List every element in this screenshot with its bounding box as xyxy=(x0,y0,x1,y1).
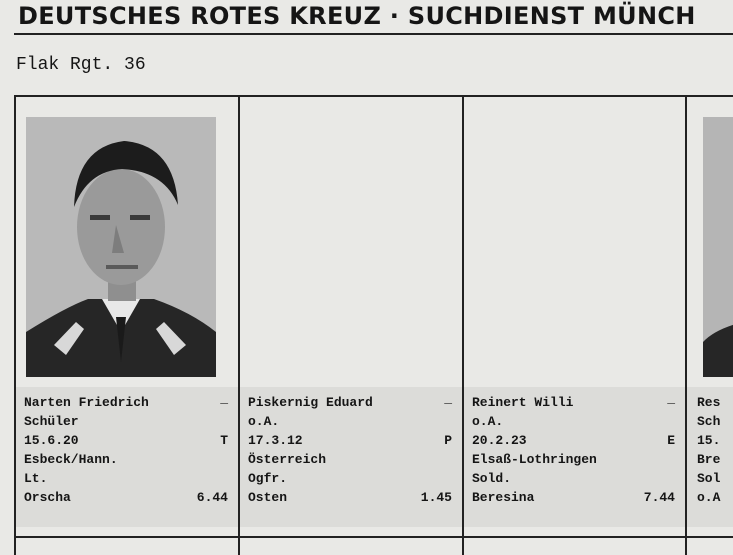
occupation: o.A. xyxy=(472,414,504,429)
origin-place: Esbeck/Hann. xyxy=(24,452,118,467)
birth-date: 20.2.23 xyxy=(472,433,527,448)
marker-dash: _ xyxy=(667,391,675,406)
portrait-image xyxy=(703,117,733,377)
origin-place: Elsaß-Lothringen xyxy=(472,452,597,467)
status-code: T xyxy=(220,433,228,448)
document-title: DEUTSCHES ROTES KREUZ · SUCHDIENST MÜNCH xyxy=(18,2,696,30)
person-card xyxy=(240,97,462,536)
last-location: o.A xyxy=(697,490,721,505)
person-name: Reinert Willi xyxy=(472,395,574,410)
portrait-photo xyxy=(703,117,733,377)
status-code: E xyxy=(667,433,675,448)
last-location: Orscha xyxy=(24,490,71,505)
person-card xyxy=(464,97,685,536)
card-caption xyxy=(464,387,685,527)
birth-date: 15.6.20 xyxy=(24,433,79,448)
card-caption xyxy=(687,387,733,527)
military-rank: Ogfr. xyxy=(248,471,288,486)
person-name: Piskernig Eduard xyxy=(248,395,373,410)
person-name: Res xyxy=(697,395,721,410)
marker-dash: _ xyxy=(444,391,452,406)
last-seen-date: 1.45 xyxy=(420,490,452,505)
status-code: P xyxy=(444,433,452,448)
card-caption xyxy=(16,387,238,527)
person-card xyxy=(687,97,733,536)
card-caption xyxy=(240,387,462,527)
marker-dash: _ xyxy=(220,391,228,406)
military-rank: Sold. xyxy=(472,471,512,486)
last-location: Osten xyxy=(248,490,288,505)
last-location: Beresina xyxy=(472,490,535,505)
birth-date: 17.3.12 xyxy=(248,433,303,448)
occupation: o.A. xyxy=(248,414,280,429)
military-rank: Sol xyxy=(697,471,721,486)
origin-place: Österreich xyxy=(248,452,327,467)
title-underline xyxy=(14,33,733,35)
occupation: Sch xyxy=(697,414,721,429)
occupation: Schüler xyxy=(24,414,79,429)
military-rank: Lt. xyxy=(24,471,48,486)
portrait-image xyxy=(26,117,216,377)
person-card xyxy=(16,97,238,536)
origin-place: Bre xyxy=(697,452,721,467)
birth-date: 15. xyxy=(697,433,721,448)
portrait-photo xyxy=(26,117,216,377)
last-seen-date: 7.44 xyxy=(643,490,675,505)
grid-bottom-line xyxy=(14,536,733,538)
regiment-label: Flak Rgt. 36 xyxy=(16,55,146,75)
last-seen-date: 6.44 xyxy=(196,490,228,505)
person-name: Narten Friedrich xyxy=(24,395,149,410)
